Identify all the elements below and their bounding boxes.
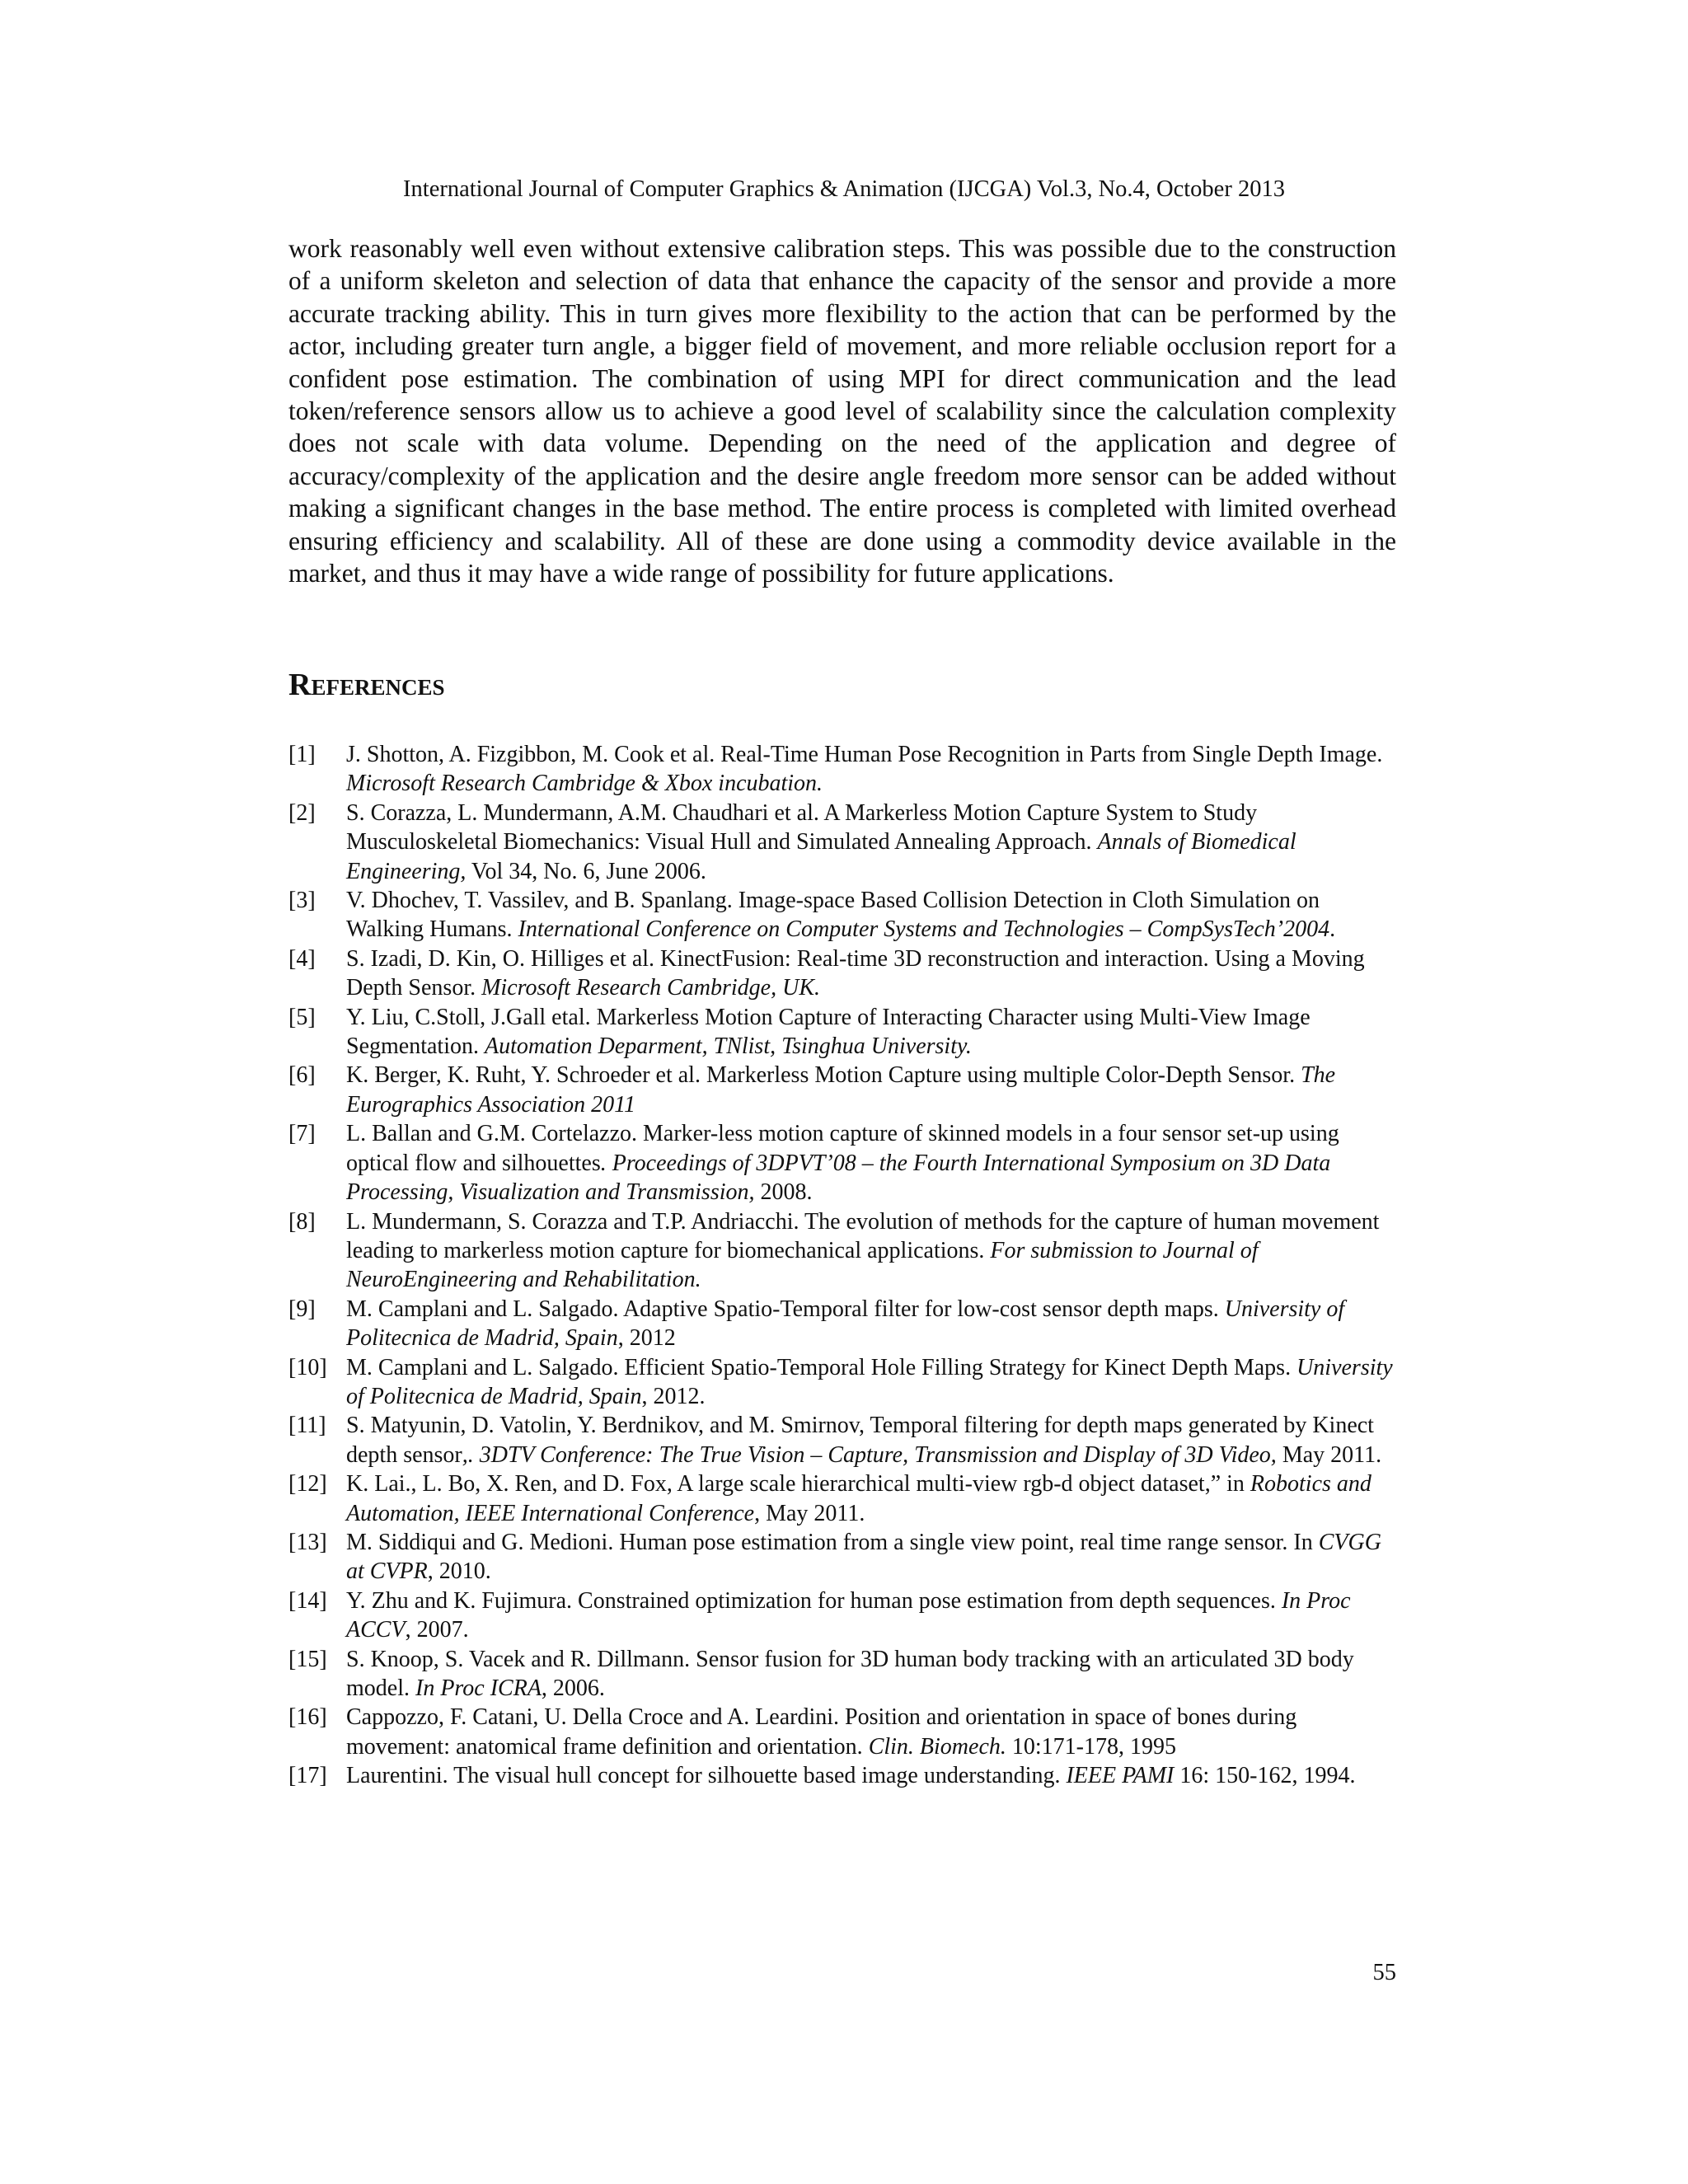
reference-number: [1] xyxy=(288,742,316,767)
reference-text: Laurentini. The visual hull concept for silhouette based image understanding. xyxy=(346,1763,1067,1789)
reference-tail: 2008. xyxy=(754,1179,813,1206)
reference-venue: Robotics and Automation, IEEE International Conference xyxy=(346,1471,1372,1526)
reference-text: S. Corazza, L. Mundermann, A.M. Chaudhari et al. A Markerless Motion Capture System to Study Musculoskeletal Biomechanics: Visual Hull and Simulated Annealing Approach. xyxy=(346,799,1258,855)
reference-text: S. Knoop, S. Vacek and R. Dillmann. Sensor fusion for 3D human body tracking with an articulated 3D body model. xyxy=(346,1646,1354,1701)
reference-venue: The Eurographics Association 2011 xyxy=(346,1062,1336,1118)
reference-venue: . Proceedings of 3DPVT’08 – the Fourth International Symposium on 3D Data Processing, Visualization and Transmission, xyxy=(346,1150,1331,1206)
reference-number: [10] xyxy=(288,1354,327,1380)
reference-venue: Microsoft Research Cambridge & Xbox incubation. xyxy=(346,771,823,797)
reference-tail: , 2012. xyxy=(641,1383,706,1409)
reference-venue: University of Politecnica de Madrid, Spain xyxy=(346,1296,1345,1352)
reference-item xyxy=(288,1761,1401,1790)
reference-item xyxy=(288,1003,1401,1062)
reference-tail: May 2011. xyxy=(1276,1441,1382,1468)
reference-tail: . xyxy=(1329,916,1336,943)
reference-number: [13] xyxy=(288,1529,327,1555)
reference-tail: 10:171-178, 1995 xyxy=(1006,1733,1176,1760)
reference-number: [12] xyxy=(288,1471,327,1497)
reference-item xyxy=(288,1119,1401,1207)
reference-venue: In Proc ICRA xyxy=(415,1675,542,1701)
reference-item xyxy=(288,944,1401,1003)
reference-item xyxy=(288,1411,1401,1469)
reference-tail: , 2007. xyxy=(405,1617,469,1643)
reference-number: [14] xyxy=(288,1587,327,1614)
reference-venue: Clin. Biomech. xyxy=(868,1733,1006,1760)
reference-number: [5] xyxy=(288,1004,316,1030)
reference-item xyxy=(288,1703,1401,1761)
reference-tail: , 2006. xyxy=(541,1675,605,1701)
reference-tail: , 2012 xyxy=(617,1325,676,1352)
reference-text: K. Lai., L. Bo, X. Ren, and D. Fox, A large scale hierarchical multi-view rgb-d object dataset,” in xyxy=(346,1471,1250,1497)
reference-venue: IEEE PAMI xyxy=(1066,1763,1175,1789)
reference-venue: International Conference on Computer Systems and Technologies – CompSysTech’2004 xyxy=(518,916,1330,943)
reference-item xyxy=(288,1353,1401,1412)
reference-item xyxy=(288,1207,1401,1295)
reference-text: Cappozzo, F. Catani, U. Della Croce and A. Leardini. Position and orientation in space of bones during movement: anatomical frame definition and orientation. xyxy=(346,1704,1297,1760)
reference-number: [9] xyxy=(288,1296,316,1322)
references-list xyxy=(288,740,1401,1791)
reference-text: J. Shotton, A. Fizgibbon, M. Cook et al. Real-Time Human Pose Recognition in Parts from Single Depth Image. xyxy=(346,742,1383,767)
reference-item xyxy=(288,740,1401,799)
reference-item xyxy=(288,799,1401,886)
reference-number: [16] xyxy=(288,1704,327,1731)
reference-text: M. Camplani and L. Salgado. Adaptive Spatio-Temporal filter for low-cost sensor depth maps. xyxy=(346,1296,1225,1322)
reference-venue: ,. 3DTV Conference: The True Vision – Capture, Transmission and Display of 3D Video, xyxy=(462,1441,1277,1468)
reference-text: M. Camplani and L. Salgado. Efficient Spatio-Temporal Hole Filling Strategy for Kinect Depth Maps. xyxy=(346,1354,1297,1380)
reference-item xyxy=(288,1528,1401,1586)
reference-text: L. Mundermann, S. Corazza and T.P. Andriacchi. The evolution of methods for the capture of human movement leading to markerless motion capture for biomechanical applications. xyxy=(346,1208,1380,1263)
reference-number: [15] xyxy=(288,1646,327,1672)
reference-tail: 16: 150-162, 1994. xyxy=(1174,1763,1356,1789)
reference-venue: Microsoft Research Cambridge, UK. xyxy=(481,975,820,1001)
reference-text: M. Siddiqui and G. Medioni. Human pose estimation from a single view point, real time range sensor. In xyxy=(346,1529,1319,1555)
reference-text: Y. Liu, C.Stoll, J.Gall etal. Markerless Motion Capture of Interacting Character using Multi-View Image Segmentation. xyxy=(346,1004,1311,1060)
reference-text: K. Berger, K. Ruht, Y. Schroeder et al. Markerless Motion Capture using multiple Color-Depth Sensor. xyxy=(346,1062,1301,1089)
reference-item xyxy=(288,886,1401,944)
reference-number: [4] xyxy=(288,945,316,972)
reference-venue: Automation Deparment, TNlist, Tsinghua University. xyxy=(484,1033,972,1060)
running-header: International Journal of Computer Graphics & Animation (IJCGA) Vol.3, No.4, October 2013 xyxy=(403,176,1285,202)
reference-text: S. Matyunin, D. Vatolin, Y. Berdnikov, and M. Smirnov, Temporal filtering for depth maps generated by Kinect depth sensor xyxy=(346,1413,1374,1468)
reference-text: Y. Zhu and K. Fujimura. Constrained optimization for human pose estimation from depth sequences. xyxy=(346,1587,1282,1614)
reference-number: [6] xyxy=(288,1062,316,1089)
reference-item xyxy=(288,1645,1401,1704)
reference-tail: Vol 34, No. 6, June 2006. xyxy=(466,858,706,884)
reference-number: [11] xyxy=(288,1413,326,1439)
references-heading: References xyxy=(288,668,445,702)
reference-number: [8] xyxy=(288,1208,316,1235)
reference-item xyxy=(288,1295,1401,1353)
reference-item xyxy=(288,1061,1401,1119)
reference-number: [17] xyxy=(288,1763,327,1789)
reference-tail: , May 2011. xyxy=(754,1500,865,1526)
reference-number: [7] xyxy=(288,1121,316,1147)
reference-number: [3] xyxy=(288,888,316,914)
reference-number: [2] xyxy=(288,799,316,826)
conclusion-paragraph: work reasonably well even without extensive calibration steps. This was possible due to the construction of a uniform skeleton and selection of data that enhance the capacity of the sensor and provide a more accurate tracking ability. This in turn gives more flexibility to the action that can be performed by the actor, including greater turn angle, a bigger field of movement, and more reliable occlusion report for a confident pose estimation. The combination of using MPI for direct communication and the lead token/reference sensors allow us to achieve a good level of scalability since the calculation complexity does not scale with data volume. Depending on the need of the application and degree of accuracy/complexity of the application and the desire angle freedom more sensor can be added without making a significant changes in the base method. The entire process is completed with limited overhead ensuring efficiency and scalability. All of these are done using a commodity device available in the market, and thus it may have a wide range of possibility for future applications. xyxy=(288,234,1396,588)
page-number: 55 xyxy=(1372,1960,1396,1985)
reference-item xyxy=(288,1586,1401,1645)
reference-text: S. Izadi, D. Kin, O. Hilliges et al. KinectFusion: Real-time 3D reconstruction and interaction. Using a Moving Depth Sensor. xyxy=(346,945,1365,1001)
reference-venue: For submission to Journal of NeuroEngineering and Rehabilitation. xyxy=(346,1237,1259,1293)
reference-tail: , 2010. xyxy=(427,1558,491,1585)
reference-venue: CVGG at CVPR xyxy=(346,1529,1381,1585)
reference-item xyxy=(288,1469,1401,1528)
reference-venue: University of Politecnica de Madrid, Spain xyxy=(346,1354,1393,1409)
reference-text: L. Ballan and G.M. Cortelazzo. Marker-less motion capture of skinned models in a four sensor set-up using optical flow and silhouettes xyxy=(346,1121,1339,1176)
reference-venue: Annals of Biomedical Engineering, xyxy=(346,829,1296,884)
reference-text: V. Dhochev, T. Vassilev, and B. Spanlang. Image-space Based Collision Detection in Cloth Simulation on Walking Humans. xyxy=(346,888,1320,943)
reference-venue: In Proc ACCV xyxy=(346,1587,1351,1643)
